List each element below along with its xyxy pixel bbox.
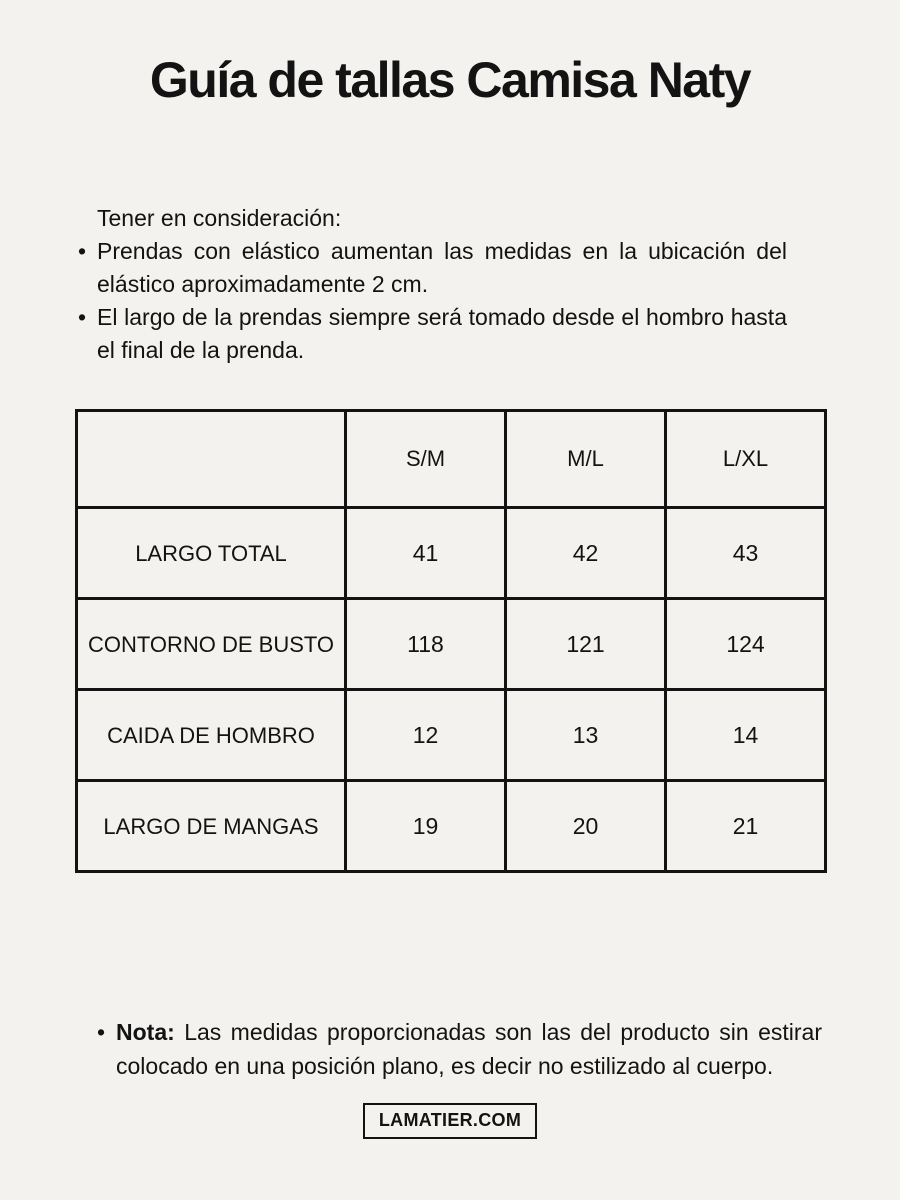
measurement-label-cell: CAIDA DE HOMBRO (77, 690, 346, 781)
brand-badge: LAMATIER.COM (363, 1103, 537, 1139)
table-row (77, 599, 826, 690)
measurement-value-cell: 42 (506, 508, 666, 599)
measurement-value-cell: 41 (346, 508, 506, 599)
table-row (77, 781, 826, 872)
measurement-value-cell: 121 (506, 599, 666, 690)
measurement-label-cell: CONTORNO DE BUSTO (77, 599, 346, 690)
note-list (116, 1015, 822, 1083)
measurement-value-cell: 14 (666, 690, 826, 781)
table-row (77, 690, 826, 781)
consideration-item: • Prendas con elástico aumentan las medidas en la ubicación del elástico aproximadamente 2 cm. (97, 235, 787, 301)
table-row (77, 508, 826, 599)
size-column-header: S/M (346, 411, 506, 508)
size-table (75, 409, 827, 873)
note-item (116, 1015, 822, 1083)
measurement-value-cell: 20 (506, 781, 666, 872)
measurement-value-cell: 19 (346, 781, 506, 872)
measurement-value-cell: 124 (666, 599, 826, 690)
measurement-value-cell: 13 (506, 690, 666, 781)
measurement-label-cell: LARGO TOTAL (77, 508, 346, 599)
measurement-value-cell: 12 (346, 690, 506, 781)
size-column-header: L/XL (666, 411, 826, 508)
measurement-value-cell: 43 (666, 508, 826, 599)
considerations-section (97, 202, 787, 367)
size-table-body (77, 411, 826, 872)
considerations-list (97, 235, 787, 367)
table-header-row (77, 411, 826, 508)
table-corner-cell (77, 411, 346, 508)
measurement-label-cell: LARGO DE MANGAS (77, 781, 346, 872)
consideration-item: • El largo de la prendas siempre será tomado desde el hombro hasta el final de la prenda. (97, 301, 787, 367)
note-text: Las medidas proporcionadas son las del producto sin estirar colocado en una posición plano, es decir no estilizado al cuerpo. (116, 1019, 822, 1079)
page-title: Guía de tallas Camisa Naty (149, 52, 751, 108)
size-column-header: M/L (506, 411, 666, 508)
considerations-intro: Tener en consideración: (97, 205, 342, 231)
measurement-value-cell: 118 (346, 599, 506, 690)
note-section (116, 1015, 822, 1083)
measurement-value-cell: 21 (666, 781, 826, 872)
note-label: Nota: (116, 1019, 175, 1045)
